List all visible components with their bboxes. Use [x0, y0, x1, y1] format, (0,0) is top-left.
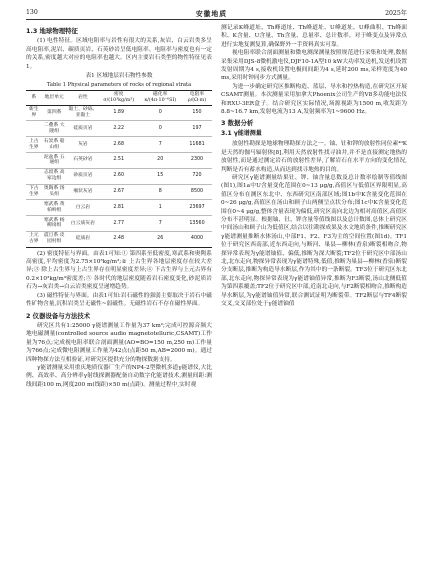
- table-cell: [26, 152, 42, 168]
- table-cell: 寒武系 黄柏岭组: [42, 200, 67, 216]
- table-cell: 石英砂岩: [67, 152, 99, 168]
- table-cell: 下古生界: [26, 184, 42, 200]
- table-row: [26, 231, 212, 247]
- table-row: [26, 200, 212, 216]
- paragraph-resistivity: 视电阻率联合剖面测量和微电测深测量按照规范进行采集和处理,数据采集采用DJS-8微机激电仪,DJF10-1A型10 kW大功率发送机,发送机设置发射周期为4 s,接收机设置电极间间距为4 s,延时200 ms,采样宽度为40 ms,采用时钟同步方式测量。: [221, 50, 407, 82]
- table-cell: 2.77: [99, 216, 139, 232]
- table-cell: 8: [138, 184, 182, 200]
- table-cell: 白云质灰岩: [67, 216, 99, 232]
- table-cell: 奥陶系 汤头组: [42, 184, 67, 200]
- table-cell: 15: [138, 168, 182, 184]
- table-header-cell: 电阻率 ρ/(Ω·m): [182, 91, 212, 106]
- paragraph-electrical: (1) 电性特征。区域电阻率与岩性有很大的关系,灰岩、白云岩类多呈高电阻率,泥岩、碳质页岩、石英砂岩呈低电阻率。电阻率与密度也有一定的关系,密度越大对应的电阻率也越大。区内主要岩石类型的物性特征见表1。: [26, 38, 212, 70]
- table-cell: 2.48: [99, 231, 139, 247]
- table-cell: 720: [182, 168, 212, 184]
- journal-title: 安徽地质: [195, 9, 228, 18]
- table-header-cell: 地层单元: [42, 91, 67, 106]
- table-cell: 13560: [182, 216, 212, 232]
- table-caption: 表1 区域地层岩石物性参数: [85, 73, 153, 80]
- table-row: [26, 216, 212, 232]
- section-heading-3: 3 数据分析: [221, 119, 254, 128]
- table-cell: 23697: [182, 200, 212, 216]
- publication-year: 2025年: [385, 10, 407, 17]
- table-cell: 上古生界: [26, 137, 42, 153]
- table-header-cell: 系: [26, 91, 42, 106]
- table-cell: [26, 168, 42, 184]
- table-cell: 黏土、砂砾、亚黏土: [67, 105, 99, 121]
- table-cell: 硅质岩: [67, 231, 99, 247]
- table-cell: 2.81: [99, 200, 139, 216]
- table-caption-en: Table 1 Physical parameters of rocks of regional strata: [46, 82, 192, 89]
- table-cell: [26, 121, 42, 137]
- table-cell: 8500: [182, 184, 212, 200]
- table-cell: 26: [138, 231, 182, 247]
- table-cell: 2.68: [99, 137, 139, 153]
- table-row: [26, 121, 212, 137]
- table-row: [26, 105, 212, 121]
- table-cell: [26, 200, 42, 216]
- paragraph-gamma-instrument: γ能谱测量采用重庆地质仪器厂生产的NP4-2型微机多道γ能谱仪,大比例、高效率、高分辨率γ射线探测器配备自动数字化能谱技术,测量间距:测线间距100 m,网度200 m(线距)×50 m(点距)。测量过程中,实时观: [26, 364, 212, 388]
- right-column: [221, 24, 407, 308]
- left-column: [26, 24, 212, 389]
- table-cell: 泥盆系 五通组: [42, 152, 67, 168]
- table-cell: 上元古界: [26, 231, 42, 247]
- page-number: 130: [26, 9, 38, 16]
- table-cell: 20: [138, 152, 182, 168]
- table-cell: 11681: [182, 137, 212, 153]
- section-heading-3-1: 3.1 γ能谱测量: [221, 129, 262, 137]
- table-cell: 7: [138, 137, 182, 153]
- table-cell: 新生界: [26, 105, 42, 121]
- table-cell: 2.60: [99, 168, 139, 184]
- table-cell: 二叠系 大隆组: [42, 121, 67, 137]
- table-cell: 石炭系 船山组: [42, 137, 67, 153]
- paragraph-density: (2) 密度特征与界面。由表1可知:① 第四系至低密度,寒武系和奥陶系高密度,平均密度为2.75×10³kg/m³;② 上古生界各地层密度存在较大差异;③ 除上古生界与上古生界存在明显密度差异;④ 下古生界与上元古界有0.2×10³kg/m³密度差;⑤ 各时代的地层密度随着岩石密度变化,砂泥质岩石为→灰岩类→白云岩类密度呈递增趋势。: [26, 250, 212, 291]
- table-cell: 瘤状灰岩: [67, 184, 99, 200]
- table-cell: 2300: [182, 152, 212, 168]
- table-cell: 2.22: [99, 121, 139, 137]
- table-header-cell: 密度 σ/(10³kg/m³): [99, 91, 139, 106]
- table-row: [26, 168, 212, 184]
- physical-parameters-table: [26, 90, 212, 248]
- paragraph-gamma-results: 研究区γ能谱测量结果钍、钾、铀含量总数及总计数率绘制等值线图(图1),图1a中U含量变化范围在0~13 μg/g,高值区与低值区界限明显,高值区分布在测区东北中、东西研究区南部区域;图1b中K含量变化范围在0~26 μg/g,高值区在汤山和顾子山两侧呈点状分布;图1c中K含量变化范围在0~4 μg/g,整体含量表现为偏低,研究区南向北边为相对高值区,高值区分布不甚明显。根据铀、钍、钾含量等值线图以及总计数图,总体上研究区中间汤山和顾子山为低值区,结合以往勘探成果及水文地质条件,推断研究区γ能谱测量推断水体汤山,中部F1、F2、F3为主的空间位置(图1d)。TF1位于研究区西南部,近东西走向,与断河、巢县—柳林(香泉)断裂相吻合,物探异常表现为γ能谱铀值、偏低,推断为深大断裂;TF2位于研究区中部汤山北,北东走向,物探异常表现为γ能谱特殊,低值,推断为巢县—柳林(香泉)断裂分支断层,推断为构造导水断层,作为其中的一条断裂。TF3位于研究区东北部,北东走向,物探异常表现为γ能谱铀值异常,推断为F3断裂,汤山北侧低值为第四系覆盖;TF2位于研究区中部,近南北走向,与F2断裂相吻合,推断构造导水断层,为γ能谱铀值异常,联合测试证明为断裂带。TF2断层与TF4断裂交叉,交叉部位处于γ能谱铀值: [221, 174, 407, 307]
- table-cell: 2.51: [99, 152, 139, 168]
- section-heading-2: 2 仪器设备与方法技术: [26, 311, 91, 320]
- table-cell: 4000: [182, 231, 212, 247]
- table-cell: 1.89: [99, 105, 139, 121]
- table-row: [26, 137, 212, 153]
- table-cell: 灰岩: [67, 137, 99, 153]
- table-cell: 150: [182, 105, 212, 121]
- paragraph-csamt: 为进一步确定研究区推断构造、蓝层、导水和控热构造,在研究区开展CSAMT测量。本次测量采用加拿大Phoenix公司生产的V8多功能电法仪和RXU-3ER盒子。结合研究区实际情况,场源视距为1500 m,收发距为8.8~16.7 km,发射电流为13 A,发射频率为1~9600 Hz。: [221, 83, 407, 116]
- table-header-cell: 岩性: [67, 91, 99, 106]
- table-row: [26, 184, 212, 200]
- table-cell: 砂质页岩: [67, 168, 99, 184]
- paragraph-continued: 测记录K峰道址、Th峰道址、Th峰道址、U峰道址、U峰曲积、Th峰面积、K含量、U含量、Th含量、总量率、总计数率。对于峰变点及异常点进行实地复测复算,确保野外一手资料真实可靠。: [221, 25, 407, 48]
- table-cell: 197: [182, 121, 212, 137]
- page-header: [26, 6, 407, 20]
- table-cell: 震旦系 皮园村组: [42, 231, 67, 247]
- table-cell: 7: [138, 216, 182, 232]
- table-cell: 1: [138, 200, 182, 216]
- table-cell: 第四系: [42, 105, 67, 121]
- paragraph-magnetic: (3) 磁性特征与界面。由表1可知:岩石磁性的强弱主要取决于岩石中磁性矿物含量,沉积岩类呈无磁性~弱磁性。无磁性岩石不存在磁性界面。: [26, 292, 212, 308]
- section-heading-1-3: 1.3 地球物理特征: [26, 27, 78, 35]
- table-cell: 0: [138, 105, 182, 121]
- table-cell: 0: [138, 121, 182, 137]
- table-cell: 2.67: [99, 184, 139, 200]
- table-header-row: [26, 91, 212, 106]
- table-cell: 硅质页岩: [67, 121, 99, 137]
- paragraph-radioactivity: 放射性勘探是地球物理勘探方法之一。铀、钍和钾的放射性同位素⁴⁰K是天然的伽马辐射体[8],利用天然放射性找寻油井,并不是直接测定地热的放射性,而是通过测定岩石的放射性差异,了解岩石在水平方向的变化情况,判断是否有蓄水构造,从而达到找寻地热的目的。: [221, 141, 407, 173]
- table-cell: 白云岩: [67, 200, 99, 216]
- table-cell: [26, 216, 42, 232]
- paragraph-workload: 研究区共有1:25000 γ能谱测量工作量为37 km²;完成可控源音频大地电磁测量(controlled source audio magnetotelluric,CSAMT)工作量为76点;完成视电阻率联合剖面测量(AO=BO=150 m,250 m)工作量为766点;完成微电阻测量工作量为42点(点距50 m,AB=2000 m)。通过四种物探方法互相验证,对研究区提供充分的物探数据支持。: [26, 322, 212, 363]
- table-header-cell: 磁化率 κ/(4π·10⁻⁶SI): [138, 91, 182, 106]
- table-row: [26, 152, 212, 168]
- table-cell: 寒武系 杨柳岗组: [42, 216, 67, 232]
- table-cell: 志留系 高家边组: [42, 168, 67, 184]
